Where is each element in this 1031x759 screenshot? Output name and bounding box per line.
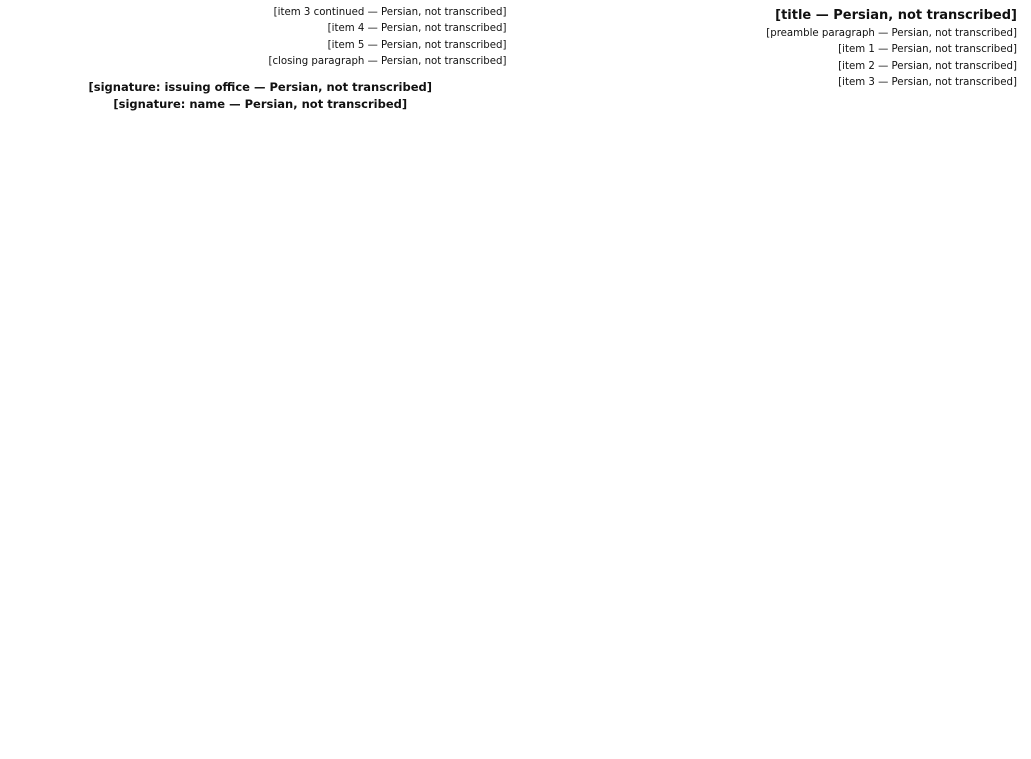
left-column xyxy=(10,6,507,753)
right-column xyxy=(525,6,1022,753)
item-5-paragraph: [item 5 — Persian, not transcribed] xyxy=(327,39,507,51)
closing-paragraph: [closing paragraph — Persian, not transcribed] xyxy=(268,56,507,68)
signature-office: [signature: issuing office — Persian, not transcribed] xyxy=(88,79,433,94)
signature-block xyxy=(14,80,507,111)
notice-columns xyxy=(10,6,1021,753)
item-3-continued-paragraph: [item 3 continued — Persian, not transcribed] xyxy=(273,7,507,18)
notice-title: [title — Persian, not transcribed] xyxy=(775,8,1017,23)
preamble-paragraph: [preamble paragraph — Persian, not transcribed] xyxy=(766,28,1017,39)
signature-name: [signature: name — Persian, not transcribed] xyxy=(113,96,408,111)
item-3-paragraph: [item 3 — Persian, not transcribed] xyxy=(838,77,1017,89)
item-1-paragraph: [item 1 — Persian, not transcribed] xyxy=(838,44,1017,56)
item-4-paragraph: [item 4 — Persian, not transcribed] xyxy=(327,23,507,35)
item-2-paragraph: [item 2 — Persian, not transcribed] xyxy=(838,60,1017,72)
